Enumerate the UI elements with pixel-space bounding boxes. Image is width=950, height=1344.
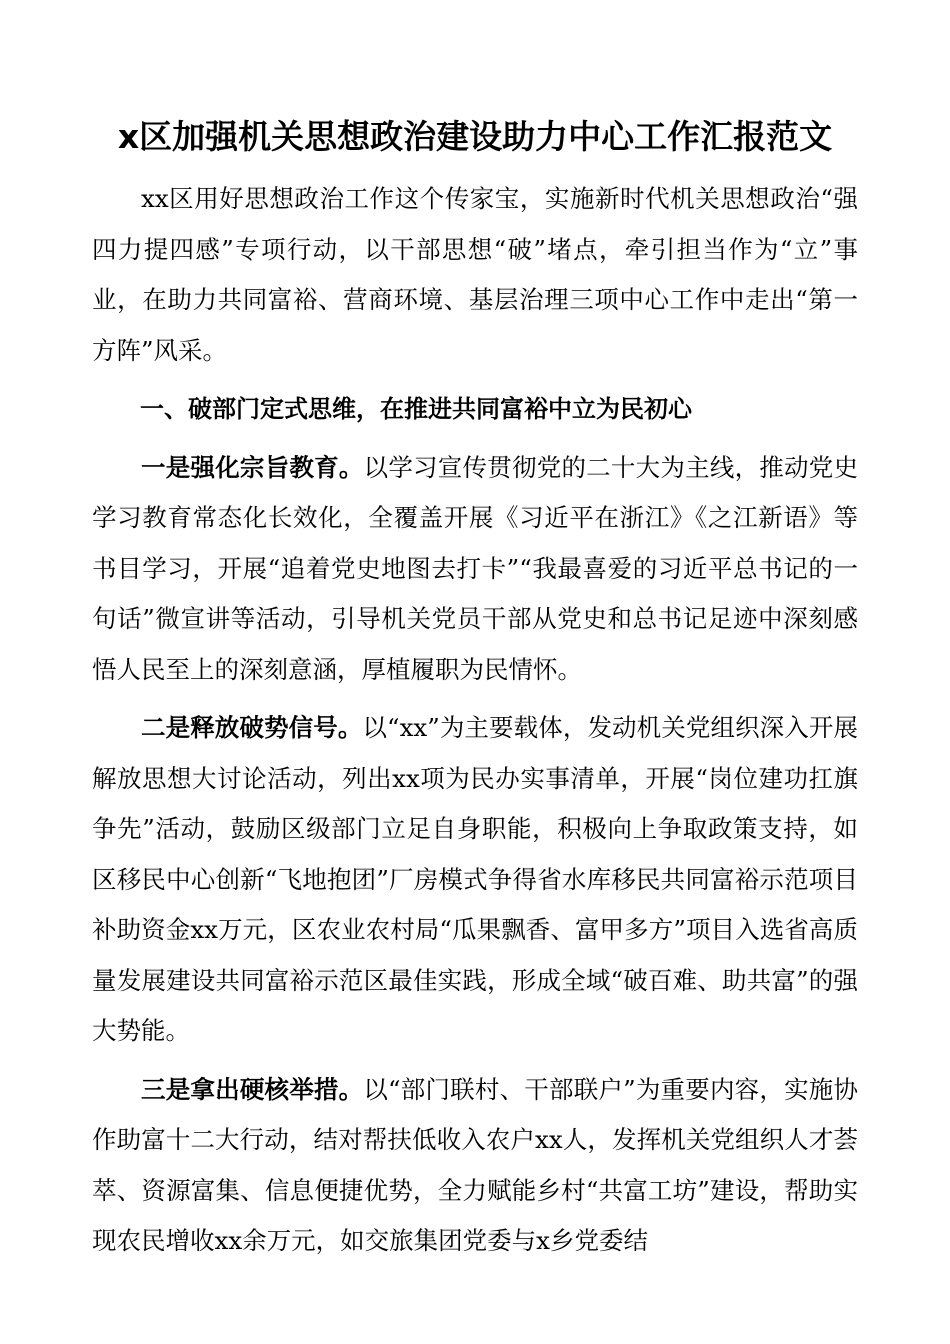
item-text-1: 以学习宣传贯彻党的二十大为主线，推动党史学习教育常态化长效化，全覆盖开展《习近平在浙江》《之江新语》等书目学习，开展“追着党史地图去打卡”“我最喜爱的习近平总书记的一句话”微宣讲等活动，引导机关党员干部从党史和总书记足迹中深刻感悟人民至上的深刻意涵，厚植履职为民情怀。 (92, 452, 859, 684)
intro-paragraph: xx区用好思想政治工作这个传家宝，实施新时代机关思想政治“强四力提四感”专项行动，以干部思想“破”堵点，牵引担当作为“立”事业，在助力共同富裕、营商环境、基层治理三项中心工作中走出“第一方阵”风采。 (92, 184, 858, 365)
item-paragraph-1 (92, 443, 858, 696)
item-lead-1: 一是强化宗旨教育。 (141, 452, 364, 482)
document-title: x区加强机关思想政治建设助力中心工作汇报范文 (117, 117, 833, 156)
item-paragraph-2 (92, 703, 858, 1057)
item-text-3: 以“部门联村、干部联户”为重要内容，实施协作助富十二大行动，结对帮扶低收入农户xx人，发挥机关党组织人才荟萃、资源富集、信息便捷优势，全力赋能乡村“共富工坊”建设，帮助实现农民增收xx余万元，如交旅集团党委与x乡党委结 (92, 1074, 858, 1255)
item-lead-2: 二是释放破势信号。 (141, 713, 363, 742)
item-lead-3: 三是拿出硬核举措。 (141, 1074, 364, 1104)
item-text-2: 以“xx”为主要载体，发动机关党组织深入开展解放思想大讨论活动，列出xx项为民办实事清单，开展“岗位建功扛旗争先”活动，鼓励区级部门立足自身职能，积极向上争取政策支持，如区移民中心创新“飞地抱团”厂房模式争得省水库移民共同富裕示范项目补助资金xx万元，区农业农村局“瓜果飘香、富甲多方”项目入选省高质量发展建设共同富裕示范区最佳实践，形成全域“破百难、助共富”的强大势能。 (92, 713, 858, 1045)
section-heading-1: 一、破部门定式思维，在推进共同富裕中立为民初心 (140, 395, 692, 423)
document-body (92, 112, 858, 1275)
item-paragraph-3 (92, 1065, 858, 1267)
